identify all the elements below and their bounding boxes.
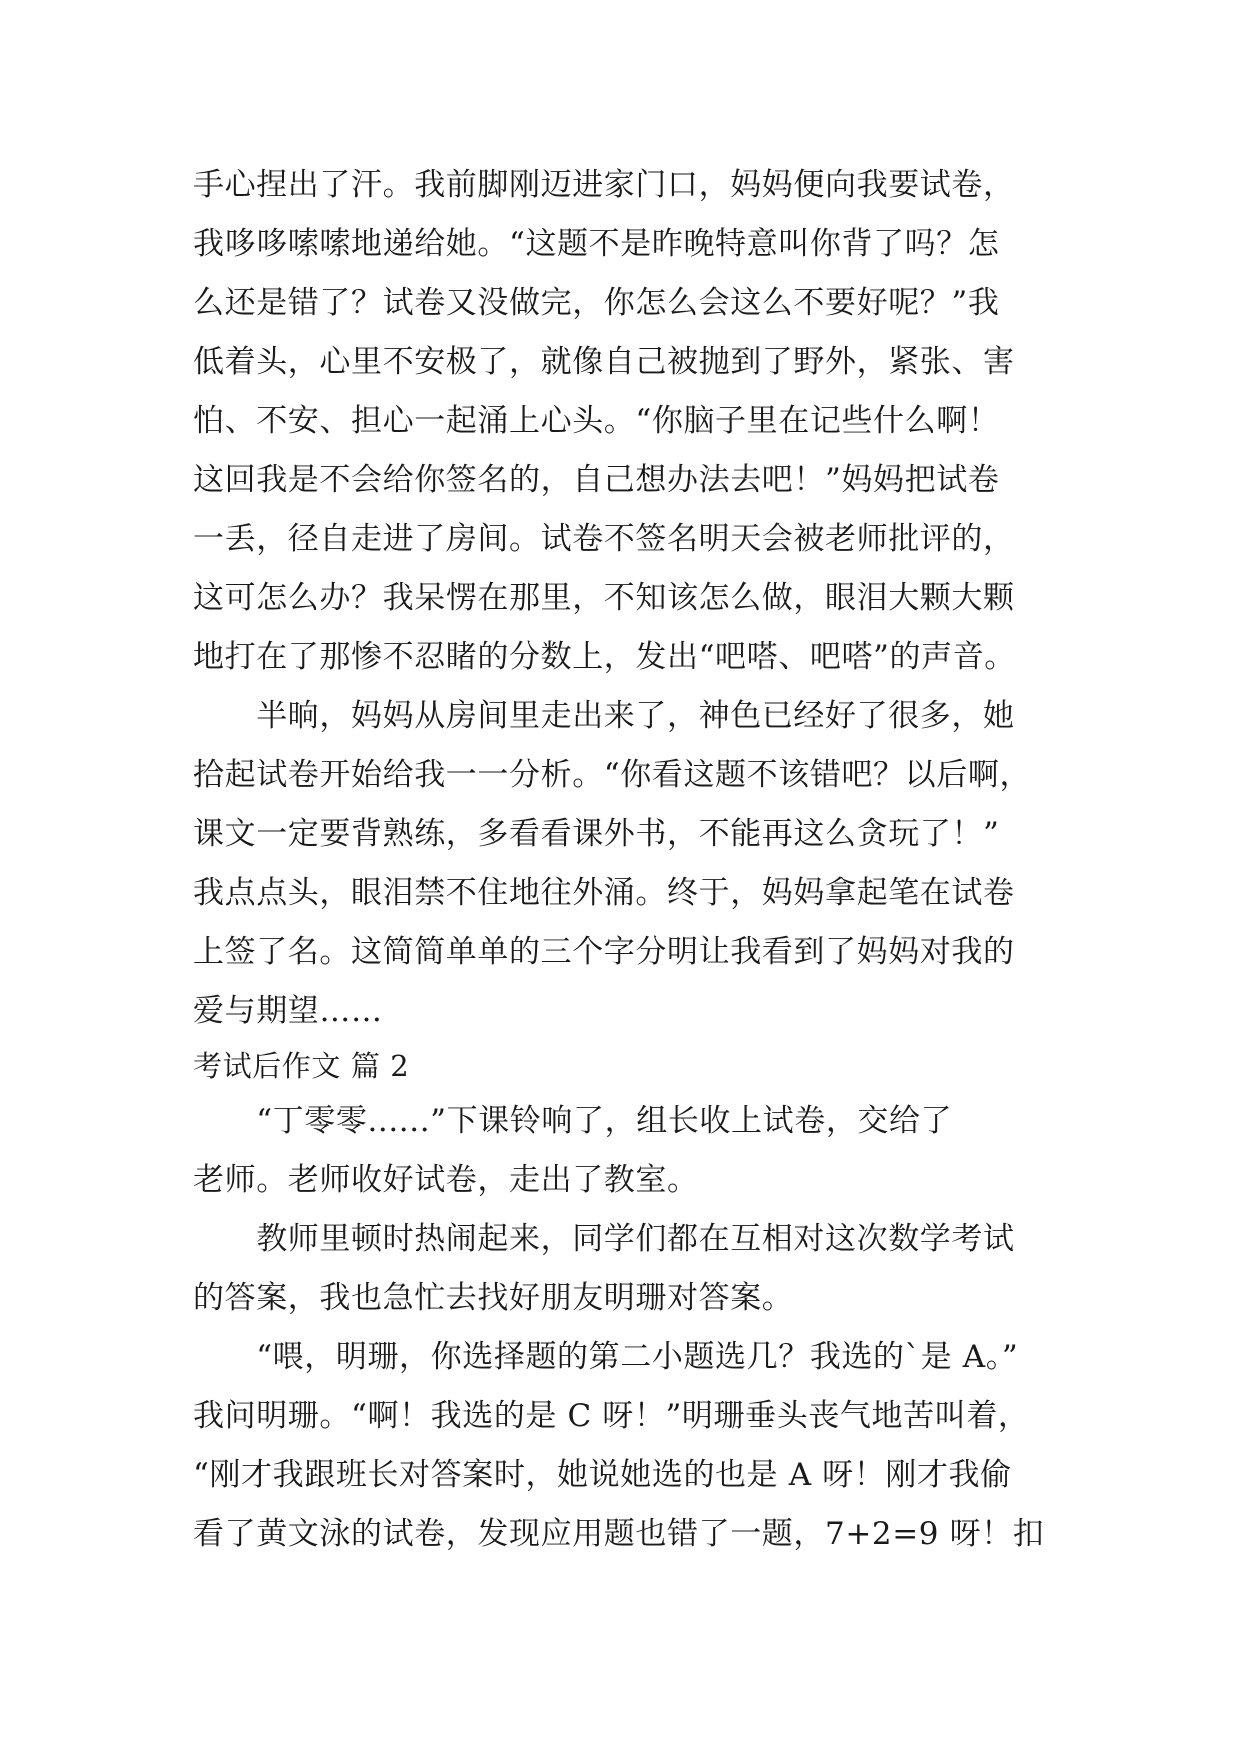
text-line: 我哆哆嗦嗦地递给她。“这题不是昨晚特意叫你背了吗？怎 <box>193 226 1000 262</box>
text-line: 上签了名。这简简单单的三个字分明让我看到了妈妈对我的 <box>193 934 1015 970</box>
text-line: 一丢，径自走进了房间。试卷不签名明天会被老师批评的， <box>193 521 1015 557</box>
text-line: 爱与期望…… <box>193 993 383 1029</box>
text-line: 手心捏出了汗。我前脚刚迈进家门口，妈妈便向我要试卷， <box>193 167 1015 203</box>
text-line: 看了黄文泳的试卷，发现应用题也错了一题，7+2=9 呀！扣 <box>193 1516 1045 1552</box>
text-line: “丁零零......”下课铃响了，组长收上试卷，交给了 <box>193 1103 953 1139</box>
text-line: “刚才我跟班长对答案时，她说她选的也是 A 呀！刚才我偷 <box>193 1457 1012 1493</box>
text-line: 老师。老师收好试卷，走出了教室。 <box>193 1162 699 1198</box>
section-heading: 考试后作文 篇 2 <box>193 1049 410 1083</box>
text-line: 的答案，我也急忙去找好朋友明珊对答案。 <box>193 1280 794 1316</box>
text-line: 我问明珊。“啊！我选的是 C 呀！”明珊垂头丧气地苦叫着， <box>193 1398 1030 1434</box>
text-line: 教师里顿时热闹起来，同学们都在互相对这次数学考试 <box>193 1221 1015 1257</box>
text-line: 半晌，妈妈从房间里走出来了，神色已经好了很多，她 <box>193 698 1015 734</box>
text-line: 低着头，心里不安极了，就像自己被抛到了野外，紧张、害 <box>193 344 1015 380</box>
text-line: 这回我是不会给你签名的，自己想办法去吧！”妈妈把试卷 <box>193 462 1000 498</box>
text-line: 课文一定要背熟练，多看看课外书，不能再这么贪玩了！” <box>193 816 1000 852</box>
text-line: 拾起试卷开始给我一一分析。“你看这题不该错吧？以后啊， <box>193 757 1032 793</box>
text-line: “喂，明珊，你选择题的第二小题选几？我选的`是 A。” <box>193 1339 1019 1375</box>
text-line: 怕、不安、担心一起涌上心头。“你脑子里在记些什么啊！ <box>193 403 1000 439</box>
text-line: 我点点头，眼泪禁不住地往外涌。终于，妈妈拿起笔在试卷 <box>193 875 1015 911</box>
text-line: 么还是错了？试卷又没做完，你怎么会这么不要好呢？”我 <box>193 285 1000 321</box>
text-line: 地打在了那惨不忍睹的分数上，发出“吧嗒、吧嗒”的声音。 <box>193 639 1016 675</box>
text-line: 这可怎么办？我呆愣在那里，不知该怎么做，眼泪大颗大颗 <box>193 580 1015 616</box>
